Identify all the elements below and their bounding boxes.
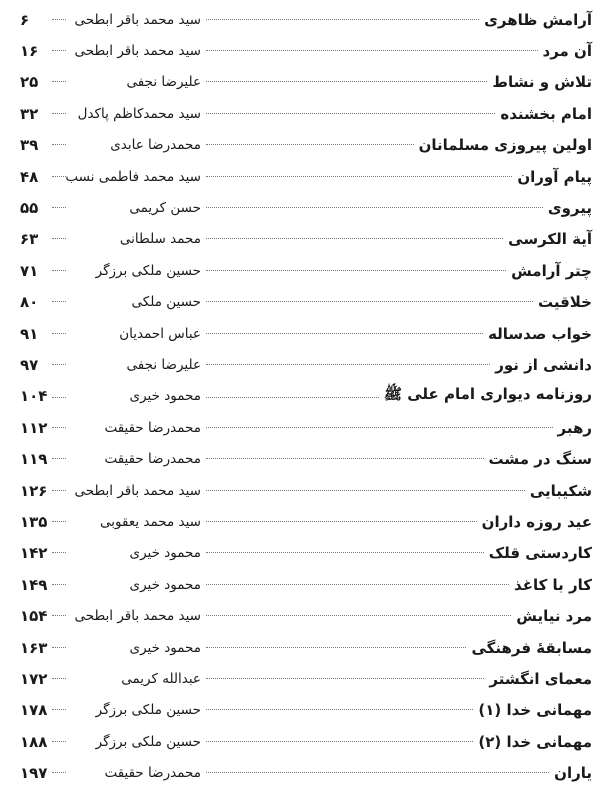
page-number: ۱۱۹ (20, 450, 48, 469)
entry-title: تلاش و نشاط (492, 73, 592, 92)
toc-row (0, 695, 610, 726)
dot-leader (52, 772, 66, 773)
toc-row (0, 318, 610, 349)
author-name: محمد سلطانی (119, 231, 201, 248)
page-number: ۶۳ (20, 230, 39, 249)
author-name: محمدرضا عابدی (110, 137, 201, 154)
toc-row (0, 443, 610, 474)
dot-leader (206, 552, 484, 553)
dot-leader (52, 584, 66, 585)
dot-leader (206, 176, 512, 177)
author-name: محمدرضا حقیقت (104, 451, 201, 468)
dot-leader (52, 113, 66, 114)
dot-leader (52, 207, 66, 208)
dot-leader (206, 270, 506, 271)
page-number: ۱۴۲ (20, 544, 48, 563)
entry-title: سنگ در مشت (488, 450, 592, 469)
author-name: سید محمدکاظم پاکدل (77, 105, 201, 122)
author-name: علیرضا نجفی (126, 74, 201, 91)
author-name: سید محمد باقر ابطحی (74, 608, 201, 625)
author-name: سید محمد باقر ابطحی (74, 11, 201, 28)
toc-row (0, 506, 610, 537)
page-number: ۱۳۵ (20, 512, 48, 531)
dot-leader (206, 207, 543, 208)
dot-leader (52, 741, 66, 742)
dot-leader (206, 490, 525, 491)
author-name: محمود خیری (129, 639, 201, 656)
author-name: محمود خیری (129, 545, 201, 562)
entry-title: مرد نیایش (516, 607, 592, 626)
author-name: سید محمد یعقوبی (100, 513, 201, 530)
dot-leader (52, 552, 66, 553)
dot-leader (52, 333, 66, 334)
dot-leader (52, 397, 66, 398)
dot-leader (52, 238, 66, 239)
entry-title: مهمانی خدا (۲) (478, 732, 592, 751)
dot-leader (206, 772, 549, 773)
author-name: محمدرضا حقیقت (104, 419, 201, 436)
dot-leader (206, 678, 484, 679)
entry-title: معمای انگشتر (489, 669, 592, 688)
toc-row (0, 35, 610, 66)
entry-title: کاردستی قلک (488, 544, 592, 563)
page-number: ۱۷۲ (20, 669, 48, 688)
page-number: ۹۱ (20, 324, 39, 343)
page-number: ۱۱۲ (20, 418, 48, 437)
dot-leader (52, 19, 66, 20)
author-name: حسین ملکی (131, 294, 201, 311)
dot-leader (206, 238, 503, 239)
dot-leader (206, 615, 511, 616)
entry-title: عید روزه داران (481, 512, 592, 531)
toc-row (0, 287, 610, 318)
entry-title: آیة الکرسی (508, 230, 592, 249)
entry-title: دانشی از نور (495, 355, 592, 374)
dot-leader (52, 81, 66, 82)
entry-title: یاران (554, 764, 592, 783)
author-name: سید محمد باقر ابطحی (74, 482, 201, 499)
dot-leader (206, 144, 414, 145)
toc-row (0, 569, 610, 600)
author-name: حسین ملکی برزگر (95, 733, 201, 750)
page-number: ۷۱ (20, 261, 39, 280)
toc-row (0, 381, 610, 412)
author-name: عبدالله کریمی (121, 670, 201, 687)
page-number: ۱۲۶ (20, 481, 48, 500)
dot-leader (206, 19, 479, 20)
entry-title: اولین پیروزی مسلمانان (418, 136, 592, 155)
toc-row (0, 192, 610, 223)
author-name: حسین ملکی برزگر (95, 262, 201, 279)
author-name: حسین ملکی برزگر (95, 702, 201, 719)
entry-title: مسابقهٔ فرهنگی (471, 638, 592, 657)
dot-leader (206, 427, 553, 428)
dot-leader (206, 364, 490, 365)
entry-title: آرامش ظاهری (484, 10, 592, 29)
entry-title: پیام آوران (517, 167, 592, 186)
dot-leader (52, 144, 66, 145)
entry-title: امام بخشنده (500, 104, 592, 123)
dot-leader (206, 113, 495, 114)
dot-leader (52, 521, 66, 522)
entry-title: رهبر (557, 418, 592, 437)
toc-row (0, 67, 610, 98)
page-number: ۶ (20, 10, 30, 29)
entry-title: پیروی (547, 199, 592, 218)
dot-leader (206, 709, 473, 710)
dot-leader (206, 333, 483, 334)
toc-row (0, 600, 610, 631)
dot-leader (52, 50, 66, 51)
toc-row (0, 224, 610, 255)
toc-row (0, 412, 610, 443)
entry-title: چتر آرامش (511, 261, 592, 280)
dot-leader (52, 427, 66, 428)
page-number: ۱۵۴ (20, 607, 48, 626)
entry-title: کار با کاغذ (514, 575, 592, 594)
author-name: عباس احمدیان (119, 325, 201, 342)
toc-row (0, 4, 610, 35)
toc-row (0, 538, 610, 569)
toc-row (0, 757, 610, 788)
entry-title: خلاقیت (537, 293, 592, 312)
page-number: ۱۷۸ (20, 701, 48, 720)
page-number: ۱۶ (20, 42, 39, 61)
author-name: سید محمد باقر ابطحی (74, 43, 201, 60)
author-name: محمود خیری (129, 388, 201, 405)
entry-title: خواب صدساله (488, 324, 592, 343)
dot-leader (52, 364, 66, 365)
author-name: محمود خیری (129, 576, 201, 593)
toc-row (0, 98, 610, 129)
dot-leader (52, 270, 66, 271)
page-number: ۹۷ (20, 355, 39, 374)
page-number: ۳۹ (20, 136, 39, 155)
toc-row (0, 726, 610, 757)
toc-row (0, 632, 610, 663)
dot-leader (52, 301, 66, 302)
page-number: ۱۰۴ (20, 387, 48, 406)
page-number: ۵۵ (20, 199, 39, 218)
page-number: ۱۶۳ (20, 638, 48, 657)
dot-leader (52, 678, 66, 679)
entry-title: مهمانی خدا (۱) (478, 701, 592, 720)
page-number: ۱۸۸ (20, 732, 48, 751)
entry-title: شکیبایی (529, 481, 592, 500)
toc-row (0, 349, 610, 380)
toc-row (0, 255, 610, 286)
dot-leader (206, 521, 477, 522)
dot-leader (206, 741, 473, 742)
dot-leader (52, 647, 66, 648)
dot-leader (206, 81, 487, 82)
toc-row (0, 130, 610, 161)
author-name: حسن کریمی (129, 200, 201, 217)
entry-title: روزنامه دیواری امام علی ﷺ (383, 385, 592, 404)
page-number: ۱۹۷ (20, 764, 48, 783)
author-name: محمدرضا حقیقت (104, 765, 201, 782)
page-number: ۱۴۹ (20, 575, 48, 594)
dot-leader (52, 490, 66, 491)
dot-leader (206, 584, 509, 585)
page-number: ۴۸ (20, 167, 39, 186)
dot-leader (206, 458, 484, 459)
dot-leader (206, 397, 379, 398)
toc-row (0, 161, 610, 192)
toc-row (0, 663, 610, 694)
entry-title: آن مرد (542, 42, 592, 61)
dot-leader (52, 615, 66, 616)
page-number: ۳۲ (20, 104, 39, 123)
page-number: ۲۵ (20, 73, 39, 92)
dot-leader (206, 301, 533, 302)
dot-leader (206, 647, 466, 648)
dot-leader (206, 50, 538, 51)
author-name: علیرضا نجفی (126, 356, 201, 373)
page-number: ۸۰ (20, 293, 39, 312)
dot-leader (52, 458, 66, 459)
dot-leader (52, 709, 66, 710)
author-name: سید محمد فاطمی نسب (65, 168, 201, 185)
toc-row (0, 475, 610, 506)
